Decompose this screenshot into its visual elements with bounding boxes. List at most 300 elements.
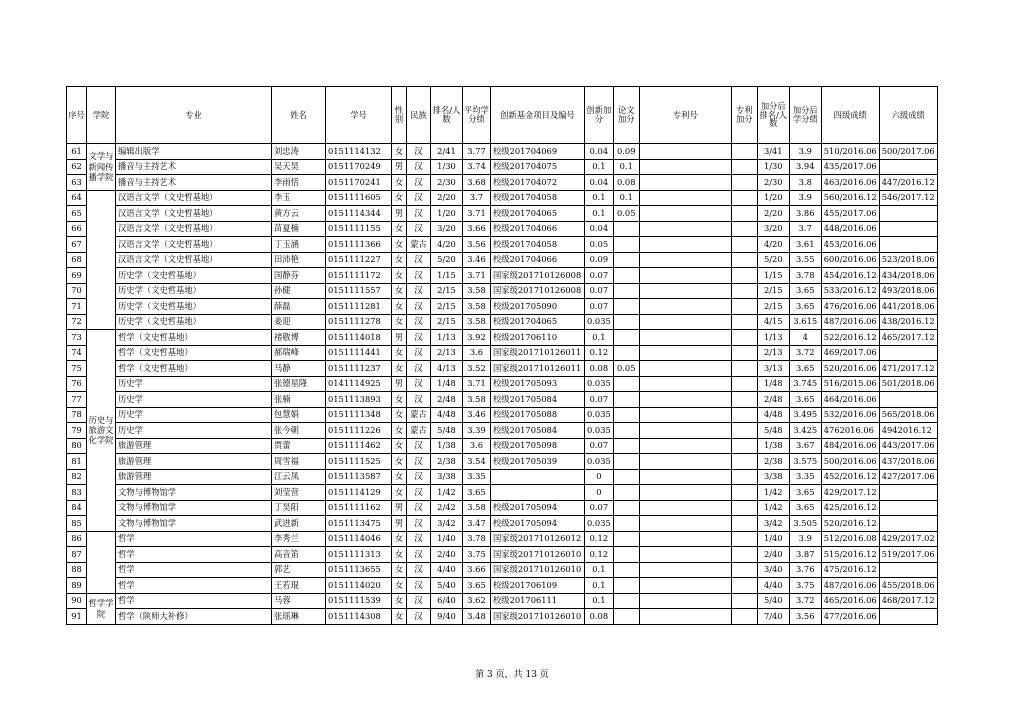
cell-cet6 [879, 609, 937, 625]
cell-ethnicity: 汉 [407, 268, 431, 284]
cell-innov-bonus: 0.12 [585, 547, 614, 563]
header-name: 姓名 [272, 87, 326, 144]
cell-cet4: 464/2016.06 [821, 392, 879, 408]
cell-innov-bonus: 0.035 [585, 454, 614, 470]
cell-gpa-after: 3.61 [789, 237, 821, 253]
cell-gender: 男 [392, 500, 407, 516]
header-innov-bonus: 创新加分 [585, 87, 614, 144]
header-seq: 序号 [67, 87, 87, 144]
cell-major: 汉语言文学（文史哲基地） [116, 206, 272, 222]
cell-innov-bonus: 0.08 [585, 361, 614, 377]
cell-gender: 男 [392, 516, 407, 532]
cell-name: 吴天昊 [272, 159, 326, 175]
cell-rank: 2/40 [431, 547, 463, 563]
cell-rank: 1/42 [431, 485, 463, 501]
cell-college: 文学与新闻传播学院 [87, 144, 116, 191]
cell-rank: 1/38 [431, 438, 463, 454]
cell-major: 文物与博物馆学 [116, 500, 272, 516]
cell-rank: 1/20 [431, 206, 463, 222]
cell-project: 校级201704066 [491, 252, 585, 268]
cell-student-id: 0151111539 [326, 593, 392, 609]
cell-gpa: 3.58 [463, 392, 491, 408]
cell-rank-after: 1/42 [757, 485, 789, 501]
header-rank: 排名/人数 [431, 87, 463, 144]
cell-ethnicity: 汉 [407, 562, 431, 578]
cell-student-id: 0151111226 [326, 423, 392, 439]
header-cet4: 四级成绩 [821, 87, 879, 144]
cell-project: 校级201705088 [491, 407, 585, 423]
cell-ethnicity: 汉 [407, 392, 431, 408]
cell-name: 薛磊 [272, 299, 326, 315]
cell-major: 文物与博物馆学 [116, 516, 272, 532]
cell-cet4: 500/2016.06 [821, 454, 879, 470]
cell-gpa-after: 3.65 [789, 392, 821, 408]
cell-gpa-after: 3.615 [789, 314, 821, 330]
table-row [67, 578, 938, 594]
cell-project: 国家级201710126008 [491, 268, 585, 284]
cell-rank: 2/13 [431, 345, 463, 361]
cell-project: 校级201706111 [491, 593, 585, 609]
cell-rank-after: 1/38 [757, 438, 789, 454]
cell-project: 校级201706110 [491, 330, 585, 346]
cell-gpa-after: 3.86 [789, 206, 821, 222]
cell-gender: 女 [392, 361, 407, 377]
cell-project: 校级201704072 [491, 175, 585, 191]
cell-gpa: 3.66 [463, 562, 491, 578]
cell-cet6 [879, 485, 937, 501]
cell-ethnicity: 汉 [407, 438, 431, 454]
table-row [67, 330, 938, 346]
cell-cet4: 512/2016.08 [821, 531, 879, 547]
cell-cet6: 429/2017.02 [879, 531, 937, 547]
header-student-id: 学号 [326, 87, 392, 144]
cell-gpa: 3.92 [463, 330, 491, 346]
cell-patent-bonus [731, 345, 757, 361]
cell-cet6: 437/2018.06 [879, 454, 937, 470]
header-row [67, 87, 938, 144]
cell-cet6: 565/2018.06 [879, 407, 937, 423]
cell-rank: 2/41 [431, 144, 463, 160]
cell-name: 孙健 [272, 283, 326, 299]
cell-paper-bonus: 0.1 [613, 190, 639, 206]
cell-ethnicity: 汉 [407, 531, 431, 547]
cell-gpa: 3.46 [463, 252, 491, 268]
cell-rank-after: 4/20 [757, 237, 789, 253]
cell-name: 苗夏楠 [272, 221, 326, 237]
cell-patent-no [639, 221, 731, 237]
cell-gender: 女 [392, 268, 407, 284]
cell-cet6: 438/2016.12 [879, 314, 937, 330]
table-row [67, 438, 938, 454]
cell-seq: 64 [67, 190, 87, 206]
cell-rank: 5/40 [431, 578, 463, 594]
cell-gpa: 3.66 [463, 221, 491, 237]
cell-innov-bonus: 0.1 [585, 578, 614, 594]
cell-paper-bonus [613, 345, 639, 361]
cell-student-id: 0151111227 [326, 252, 392, 268]
cell-patent-bonus [731, 252, 757, 268]
header-rank-after: 加分后排名/人数 [757, 87, 789, 144]
cell-innov-bonus: 0.07 [585, 438, 614, 454]
cell-gpa: 3.62 [463, 593, 491, 609]
cell-patent-bonus [731, 206, 757, 222]
cell-gpa: 3.56 [463, 237, 491, 253]
cell-seq: 76 [67, 376, 87, 392]
cell-student-id: 0151114344 [326, 206, 392, 222]
table-row [67, 221, 938, 237]
cell-gpa: 3.65 [463, 578, 491, 594]
table-row [67, 144, 938, 160]
cell-seq: 73 [67, 330, 87, 346]
cell-rank-after: 1/20 [757, 190, 789, 206]
cell-project: 校级201704065 [491, 206, 585, 222]
cell-ethnicity: 汉 [407, 485, 431, 501]
cell-ethnicity: 汉 [407, 159, 431, 175]
cell-major: 历史学（文史哲基地） [116, 299, 272, 315]
cell-ethnicity: 汉 [407, 454, 431, 470]
cell-name: 张瑶琳 [272, 609, 326, 625]
cell-name: 马静 [272, 361, 326, 377]
cell-student-id: 0151114020 [326, 578, 392, 594]
cell-rank-after: 2/15 [757, 283, 789, 299]
cell-gpa: 3.78 [463, 531, 491, 547]
cell-seq: 63 [67, 175, 87, 191]
table-row [67, 593, 938, 609]
cell-rank-after: 7/40 [757, 609, 789, 625]
cell-project: 国家级201710126010 [491, 547, 585, 563]
header-gender: 性别 [392, 87, 407, 144]
cell-cet6 [879, 392, 937, 408]
cell-gpa: 3.58 [463, 283, 491, 299]
cell-cet4: 453/2016.06 [821, 237, 879, 253]
cell-student-id: 0151111278 [326, 314, 392, 330]
cell-gpa-after: 3.55 [789, 252, 821, 268]
cell-rank: 1/40 [431, 531, 463, 547]
cell-gpa: 3.71 [463, 268, 491, 284]
cell-patent-no [639, 562, 731, 578]
cell-rank-after: 3/38 [757, 469, 789, 485]
cell-seq: 82 [67, 469, 87, 485]
cell-gpa: 3.46 [463, 407, 491, 423]
cell-ethnicity: 汉 [407, 578, 431, 594]
cell-major: 哲学 [116, 562, 272, 578]
page-footer: 第 3 页，共 13 页 [475, 670, 549, 680]
cell-name: 张今朝 [272, 423, 326, 439]
cell-cet4: 522/2016.12 [821, 330, 879, 346]
table-row [67, 190, 938, 206]
cell-rank-after: 2/38 [757, 454, 789, 470]
cell-gender: 女 [392, 345, 407, 361]
cell-rank-after: 1/30 [757, 159, 789, 175]
cell-gpa-after: 3.87 [789, 547, 821, 563]
cell-student-id: 0151111313 [326, 547, 392, 563]
cell-student-id: 0151111605 [326, 190, 392, 206]
cell-gender: 女 [392, 609, 407, 625]
cell-innov-bonus: 0.05 [585, 237, 614, 253]
cell-patent-bonus [731, 593, 757, 609]
cell-name: 马蓉 [272, 593, 326, 609]
cell-cet6: 465/2017.12 [879, 330, 937, 346]
cell-student-id: 0151111462 [326, 438, 392, 454]
cell-patent-no [639, 376, 731, 392]
cell-patent-no [639, 593, 731, 609]
cell-patent-no [639, 345, 731, 361]
cell-cet4: 533/2016.12 [821, 283, 879, 299]
cell-innov-bonus: 0.04 [585, 144, 614, 160]
cell-student-id: 0151111172 [326, 268, 392, 284]
cell-major: 播音与主持艺术 [116, 159, 272, 175]
cell-cet6: 519/2017.06 [879, 547, 937, 563]
cell-cet4: 487/2016.06 [821, 578, 879, 594]
cell-project: 国家级201710126008 [491, 283, 585, 299]
cell-patent-bonus [731, 438, 757, 454]
cell-seq: 66 [67, 221, 87, 237]
cell-project [491, 485, 585, 501]
cell-patent-bonus [731, 268, 757, 284]
cell-rank-after: 1/42 [757, 500, 789, 516]
cell-cet6: 468/2017.12 [879, 593, 937, 609]
table-row [67, 268, 938, 284]
cell-patent-bonus [731, 562, 757, 578]
cell-gpa-after: 3.9 [789, 190, 821, 206]
cell-gpa: 3.58 [463, 314, 491, 330]
table-row [67, 206, 938, 222]
cell-patent-no [639, 531, 731, 547]
header-ethnicity: 民族 [407, 87, 431, 144]
cell-seq: 81 [67, 454, 87, 470]
cell-cet6: 523/2018.06 [879, 252, 937, 268]
table-row [67, 283, 938, 299]
table-row [67, 469, 938, 485]
cell-major: 历史学（文史哲基地） [116, 268, 272, 284]
cell-name: 丁玉涵 [272, 237, 326, 253]
cell-gpa-after: 3.35 [789, 469, 821, 485]
cell-project: 校级201704065 [491, 314, 585, 330]
cell-innov-bonus: 0.08 [585, 609, 614, 625]
cell-student-id: 0151114132 [326, 144, 392, 160]
cell-ethnicity: 汉 [407, 593, 431, 609]
cell-seq: 71 [67, 299, 87, 315]
cell-cet4: 532/2016.06 [821, 407, 879, 423]
cell-student-id: 0151170249 [326, 159, 392, 175]
cell-rank: 2/15 [431, 299, 463, 315]
cell-name: 刘莹营 [272, 485, 326, 501]
cell-rank: 5/48 [431, 423, 463, 439]
cell-name: 褚敬博 [272, 330, 326, 346]
cell-seq: 61 [67, 144, 87, 160]
cell-patent-bonus [731, 221, 757, 237]
cell-cet4: 463/2016.06 [821, 175, 879, 191]
cell-paper-bonus [613, 438, 639, 454]
header-paper-bonus: 论文加分 [613, 87, 639, 144]
cell-gpa: 3.48 [463, 609, 491, 625]
cell-rank-after: 2/20 [757, 206, 789, 222]
cell-seq: 65 [67, 206, 87, 222]
cell-patent-no [639, 485, 731, 501]
cell-student-id: 0151113655 [326, 562, 392, 578]
cell-innov-bonus: 0.035 [585, 314, 614, 330]
cell-innov-bonus: 0.1 [585, 330, 614, 346]
cell-project: 校级201705093 [491, 376, 585, 392]
cell-gpa: 3.39 [463, 423, 491, 439]
cell-cet4: 435/2017.06 [821, 159, 879, 175]
cell-patent-no [639, 330, 731, 346]
cell-gpa-after: 3.78 [789, 268, 821, 284]
cell-patent-bonus [731, 190, 757, 206]
cell-innov-bonus: 0.04 [585, 221, 614, 237]
cell-project: 校级201704066 [491, 221, 585, 237]
table-row [67, 547, 938, 563]
cell-student-id: 0151114129 [326, 485, 392, 501]
cell-patent-no [639, 283, 731, 299]
cell-patent-no [639, 144, 731, 160]
cell-gpa-after: 3.75 [789, 578, 821, 594]
cell-major: 哲学（陕师大补修） [116, 609, 272, 625]
cell-student-id: 0151111155 [326, 221, 392, 237]
cell-innov-bonus: 0.07 [585, 392, 614, 408]
cell-project: 校级201704058 [491, 190, 585, 206]
cell-gpa: 3.58 [463, 299, 491, 315]
table-body [67, 144, 938, 625]
cell-innov-bonus: 0.1 [585, 190, 614, 206]
cell-paper-bonus [613, 330, 639, 346]
cell-innov-bonus: 0.12 [585, 531, 614, 547]
cell-cet4: 520/2016.06 [821, 361, 879, 377]
table-row [67, 392, 938, 408]
cell-patent-no [639, 423, 731, 439]
cell-gpa-after: 3.9 [789, 144, 821, 160]
cell-paper-bonus [613, 593, 639, 609]
cell-patent-bonus [731, 469, 757, 485]
cell-gpa-after: 3.56 [789, 609, 821, 625]
cell-rank-after: 4/48 [757, 407, 789, 423]
cell-cet4: 4762016.06 [821, 423, 879, 439]
cell-gender: 女 [392, 454, 407, 470]
table-row [67, 376, 938, 392]
cell-seq: 78 [67, 407, 87, 423]
cell-paper-bonus [613, 252, 639, 268]
cell-rank: 3/42 [431, 516, 463, 532]
cell-gender: 女 [392, 144, 407, 160]
cell-cet6 [879, 500, 937, 516]
cell-seq: 88 [67, 562, 87, 578]
cell-student-id: 0141114925 [326, 376, 392, 392]
cell-innov-bonus: 0.035 [585, 376, 614, 392]
cell-seq: 91 [67, 609, 87, 625]
header-patent-bonus: 专利加分 [731, 87, 757, 144]
cell-ethnicity: 汉 [407, 609, 431, 625]
cell-ethnicity: 汉 [407, 361, 431, 377]
table-row [67, 562, 938, 578]
cell-innov-bonus: 0.04 [585, 175, 614, 191]
cell-college [87, 531, 116, 593]
cell-rank: 2/30 [431, 175, 463, 191]
cell-ethnicity: 汉 [407, 144, 431, 160]
cell-patent-bonus [731, 578, 757, 594]
cell-cet4: 454/2016.12 [821, 268, 879, 284]
cell-paper-bonus: 0.08 [613, 175, 639, 191]
cell-gender: 女 [392, 283, 407, 299]
cell-gpa-after: 3.67 [789, 438, 821, 454]
cell-gpa-after: 3.745 [789, 376, 821, 392]
cell-paper-bonus: 0.09 [613, 144, 639, 160]
cell-major: 汉语言文学（文史哲基地） [116, 190, 272, 206]
cell-rank-after: 1/15 [757, 268, 789, 284]
cell-name: 姜迎 [272, 314, 326, 330]
cell-cet6: 546/2017.12 [879, 190, 937, 206]
cell-rank-after: 4/40 [757, 578, 789, 594]
cell-gender: 女 [392, 407, 407, 423]
cell-innov-bonus: 0 [585, 469, 614, 485]
cell-paper-bonus: 0.05 [613, 361, 639, 377]
cell-ethnicity: 汉 [407, 206, 431, 222]
cell-name: 王若琨 [272, 578, 326, 594]
cell-ethnicity: 蒙古 [407, 423, 431, 439]
cell-gpa: 3.75 [463, 547, 491, 563]
cell-paper-bonus [613, 299, 639, 315]
cell-name: 李玉 [272, 190, 326, 206]
cell-rank: 5/20 [431, 252, 463, 268]
cell-name: 高音笛 [272, 547, 326, 563]
cell-rank-after: 3/13 [757, 361, 789, 377]
cell-major: 旅游管理 [116, 469, 272, 485]
cell-cet4: 600/2016.06 [821, 252, 879, 268]
table-row [67, 237, 938, 253]
cell-paper-bonus [613, 469, 639, 485]
cell-college [87, 190, 116, 330]
cell-cet4: 448/2016.06 [821, 221, 879, 237]
cell-project: 国家级201710126011 [491, 361, 585, 377]
cell-rank: 2/15 [431, 314, 463, 330]
cell-gpa: 3.77 [463, 144, 491, 160]
cell-cet6: 447/2016.12 [879, 175, 937, 191]
cell-gender: 女 [392, 237, 407, 253]
cell-major: 汉语言文学（文史哲基地） [116, 221, 272, 237]
cell-student-id: 0151111441 [326, 345, 392, 361]
cell-cet6: 493/2018.06 [879, 283, 937, 299]
cell-rank-after: 1/13 [757, 330, 789, 346]
cell-gpa: 3.54 [463, 454, 491, 470]
table-row [67, 500, 938, 516]
cell-rank: 3/20 [431, 221, 463, 237]
cell-patent-no [639, 268, 731, 284]
cell-innov-bonus: 0.1 [585, 593, 614, 609]
cell-major: 哲学 [116, 578, 272, 594]
cell-gender: 女 [392, 531, 407, 547]
cell-rank-after: 3/20 [757, 221, 789, 237]
cell-gpa-after: 3.76 [789, 562, 821, 578]
cell-patent-bonus [731, 376, 757, 392]
cell-cet4: 452/2016.12 [821, 469, 879, 485]
cell-major: 历史学 [116, 376, 272, 392]
header-patent-no: 专利号 [639, 87, 731, 144]
cell-patent-bonus [731, 407, 757, 423]
cell-major: 哲学 [116, 593, 272, 609]
cell-gpa: 3.52 [463, 361, 491, 377]
cell-rank-after: 2/15 [757, 299, 789, 315]
cell-major: 播音与主持艺术 [116, 175, 272, 191]
cell-project: 国家级201710126011 [491, 345, 585, 361]
cell-rank: 3/38 [431, 469, 463, 485]
cell-patent-bonus [731, 531, 757, 547]
cell-cet4: 515/2016.12 [821, 547, 879, 563]
cell-gender: 女 [392, 423, 407, 439]
table-row [67, 159, 938, 175]
cell-college: 哲学学院 [87, 593, 116, 624]
cell-cet4: 487/2016.06 [821, 314, 879, 330]
cell-seq: 75 [67, 361, 87, 377]
cell-patent-bonus [731, 454, 757, 470]
